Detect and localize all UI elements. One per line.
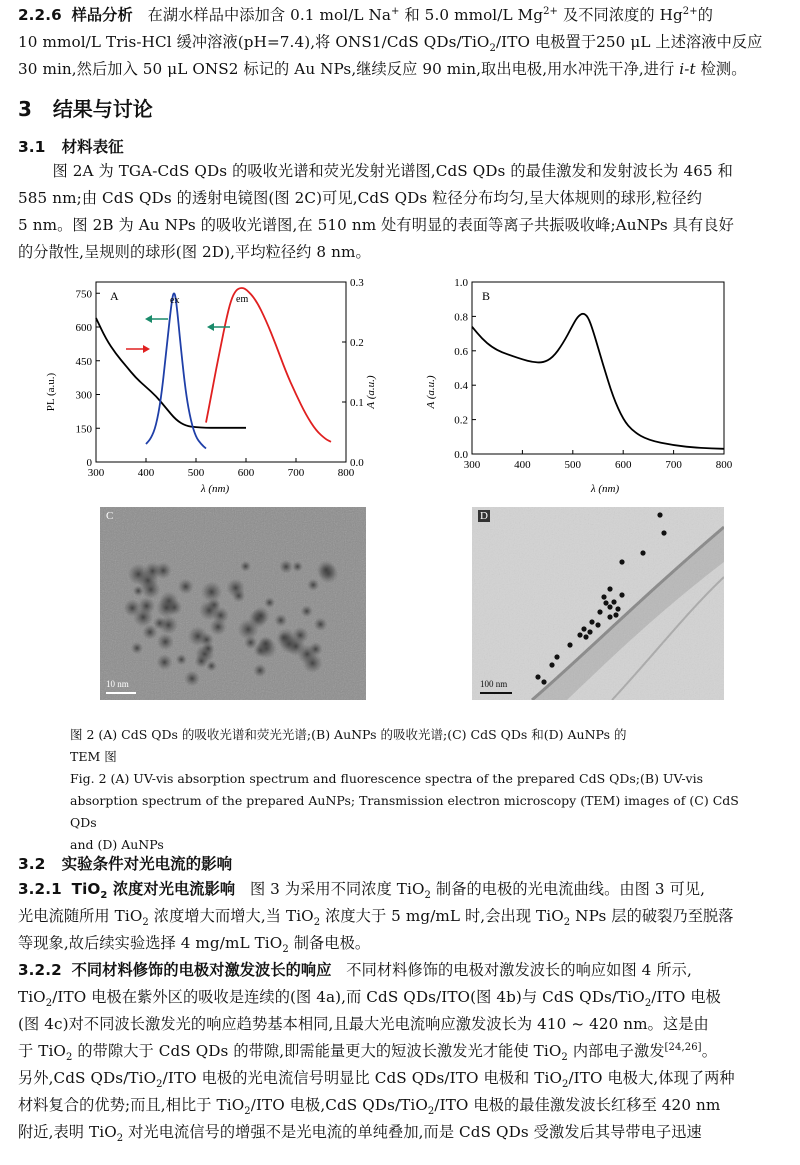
cds-particle (226, 579, 245, 598)
cds-particle (156, 598, 176, 618)
cds-particle (144, 562, 162, 580)
cds-particle (264, 597, 275, 608)
chart-a-ylabel-left: PL (a.u.) (45, 372, 57, 412)
cds-particle (210, 618, 227, 635)
cds-particle (292, 561, 303, 572)
section-3-2-heading: 3.2 实验条件对光电流的影响 (18, 855, 233, 873)
chart-b-xtick-label: 300 (463, 459, 481, 471)
chart-b-xtick-label: 500 (564, 459, 582, 471)
cds-particle (238, 619, 259, 640)
au-nanoparticle (619, 559, 624, 564)
chart-a-ytick-right-label: 0.1 (350, 397, 364, 409)
cds-particle (253, 664, 267, 678)
section-3-1-heading: 3.1 材料表征 (18, 138, 124, 156)
chart-a-xtick-label: 800 (337, 467, 355, 479)
chart-b-ytick-label: 1.0 (454, 277, 468, 289)
cds-particle (240, 561, 251, 572)
au-nanoparticle (657, 512, 662, 517)
au-nanoparticle (541, 679, 546, 684)
chart-a-ytick-right-label: 0.2 (350, 337, 364, 349)
au-nanoparticle (603, 600, 608, 605)
au-nanoparticle (611, 599, 616, 604)
chart-a-ytick-label: 150 (75, 423, 92, 436)
chart-a-xtick-label: 300 (87, 467, 105, 479)
chart-b-xtick-label: 700 (665, 459, 682, 471)
chart-a-ytick-label: 750 (75, 288, 92, 301)
chart-b-ylabel: A (a.u.) (425, 375, 437, 409)
chart-b-xtick-label: 400 (514, 459, 531, 471)
au-nanoparticle (601, 594, 606, 599)
cds-particle (274, 614, 287, 627)
au-nanoparticle (597, 609, 602, 614)
tem-c-panel-label: C (106, 510, 114, 522)
chart-b-xlabel: λ (nm) (590, 483, 620, 495)
chart-a-em-label: em (236, 294, 249, 305)
cds-particle (194, 654, 208, 668)
chart-a-xlabel: λ (nm) (200, 483, 230, 495)
chart-b-series-AuNPs (472, 314, 724, 449)
cds-particle (301, 605, 313, 617)
au-nanoparticle (640, 550, 645, 555)
chart-b-ytick-label: 0.6 (454, 345, 468, 358)
au-nanoparticle (583, 634, 588, 639)
cds-particle (200, 633, 214, 647)
chart-a-ylabel-right: A (a.u.) (365, 375, 377, 409)
cds-particle (131, 642, 143, 654)
tem-d-scale-label: 100 nm (480, 679, 508, 689)
chart-b (420, 272, 760, 497)
caption-zh-line1: 图 2 (A) CdS QDs 的吸收光谱和荧光光谱;(B) AuNPs 的吸收光谱;(C) CdS QDs 和(D) AuNPs 的 (70, 727, 627, 742)
au-nanoparticle (581, 626, 586, 631)
chart-a-arrow-ex (145, 315, 168, 323)
chart-a-ytick-right-label: 0.0 (350, 457, 364, 469)
au-nanoparticle (615, 606, 620, 611)
chart-a-arrow-abs (126, 345, 150, 353)
chart-a-panel-label: A (110, 289, 119, 303)
au-nanoparticle (607, 614, 612, 619)
caption-en-line3: and (D) AuNPs (70, 837, 164, 852)
section-3-heading: 3 结果与讨论 (18, 97, 153, 121)
chart-a-arrow-em (207, 323, 230, 331)
au-nanoparticle (607, 586, 612, 591)
cds-particle (279, 560, 293, 574)
chart-a-xtick-label: 400 (137, 467, 155, 479)
cds-particle (124, 599, 142, 617)
para-3-1: 图 2A 为 TGA-CdS QDs 的吸收光谱和荧光发射光谱图,CdS QDs 的最佳激发和发射波长为 465 和 585 nm;由 CdS QDs 的透射电镜图(图 2C)可见,CdS QDs 粒径分布均匀,呈大体规则的球形,粒径约 5 nm。图 2B 为 Au NPs 的吸收光谱图,在 510 nm 处有明显的表面等离子共振吸收峰;AuNPs 具有良好 的分散性,呈规则的球形(图 2D),平均粒径约 8 nm。 (18, 162, 734, 261)
au-nanoparticle (587, 629, 592, 634)
cds-particle (199, 600, 220, 621)
caption-zh-line2: TEM 图 (70, 749, 117, 764)
au-nanoparticle (589, 619, 594, 624)
au-nanoparticle (567, 642, 572, 647)
chart-a-ytick-label: 300 (75, 389, 92, 402)
caption-en-line1: Fig. 2 (A) UV-vis absorption spectrum and fluorescence spectra of the prepared CdS QDs;(B) UV-vis (70, 771, 704, 786)
au-nanoparticle (613, 612, 618, 617)
cds-particle (178, 579, 194, 595)
chart-a-xtick-label: 700 (287, 467, 305, 479)
chart-b-xtick-label: 800 (715, 459, 733, 471)
au-nanoparticle (549, 662, 554, 667)
chart-a-series-em (206, 288, 331, 442)
cds-particle (309, 642, 323, 656)
cds-particle (184, 671, 200, 687)
cds-particle (258, 636, 274, 652)
au-nanoparticle (619, 592, 624, 597)
cds-particle (307, 579, 319, 591)
figure-caption (70, 724, 740, 856)
au-nanoparticle (554, 654, 559, 659)
au-nanoparticle (607, 604, 612, 609)
cds-particle (133, 585, 144, 596)
cds-particle (286, 637, 306, 657)
para-3-2-2: 3.2.2 不同材料修饰的电极对激发波长的响应 不同材料修饰的电极对激发波长的响应如图 4 所示, TiO$_2$/ITO 电极在紫外区的吸收是连续的(图 4a),而 CdS QDs/ITO(图 4b)与 CdS QDs/TiO$_2$/ITO 电极 (图 4c)对不同波长激发光的响应趋势基本相同,且最大光电流响应激发波长为 410 ~ 420 nm。这是由 于 TiO$_2$ 的带隙大于 CdS QDs 的带隙,即需能量更大的短波长激发光才能使 TiO$_2$ 内部电子激发[24,26]。 另外,CdS QDs/TiO$_2$/ITO 电极的光电流信号明显比 CdS QDs/ITO 电极和 TiO$_2$/ITO 电极大,体现了两种 材料复合的优势;而且,相比于 TiO$_2$/ITO 电极,CdS QDs/TiO$_2$/ITO 电极的最佳激发波长红移至 420 nm 附近,表明 TiO$_2$ 对光电流信号的增强不是光电流的单纯叠加,而是 CdS QDs 受激发后其导带电子迅速 (18, 961, 735, 1145)
chart-b-panel-label: B (482, 289, 491, 303)
cds-particle (159, 615, 178, 634)
chart-a-series-ex (146, 293, 206, 448)
chart-b-ytick-label: 0.4 (454, 380, 468, 393)
cds-particle (156, 654, 172, 670)
chart-b-ytick-label: 0.2 (454, 414, 468, 427)
tem-c-scale-label: 10 nm (106, 679, 129, 689)
tem-d-panel-label: D (480, 510, 488, 522)
cds-particle (157, 633, 174, 650)
chart-b-plot-frame (472, 282, 724, 454)
au-nanoparticle (661, 530, 666, 535)
chart-a-ytick-right-label: 0.3 (350, 277, 364, 289)
cds-particle (176, 654, 187, 665)
au-nanoparticle (595, 622, 600, 627)
chart-a-plot-frame (96, 282, 346, 462)
tem-image-d (472, 507, 724, 700)
cds-particle (303, 653, 323, 673)
au-nanoparticle (577, 632, 582, 637)
para-3-2-1: 3.2.1 TiO$_2$ 浓度对光电流影响 图 3 为采用不同浓度 TiO$_2$ 制备的电极的光电流曲线。由图 3 可见, 光电流随所用 TiO$_2$ 浓度增大而增大,当 TiO$_2$ 浓度大于 5 mg/mL 时,会出现 TiO$_2$ NPs 层的破裂乃至脱落 等现象,故后续实验选择 4 mg/mL TiO$_2$ 制备电极。 (18, 880, 734, 956)
chart-b-ytick-label: 0.8 (454, 311, 468, 324)
cds-particle (201, 581, 222, 602)
chart-a-xtick-label: 600 (237, 467, 255, 479)
au-nanoparticle (535, 674, 540, 679)
chart-a-ytick-label: 0 (86, 457, 92, 469)
cds-particle (317, 560, 336, 579)
chart-b-xtick-label: 600 (614, 459, 632, 471)
chart-a-xtick-label: 500 (187, 467, 205, 479)
chart-a (40, 272, 380, 497)
chart-a-ytick-label: 450 (75, 355, 92, 368)
chart-a-ytick-label: 600 (75, 322, 92, 334)
caption-en-line2: absorption spectrum of the prepared AuNPs; Transmission electron microscopy (TEM) images of (C) CdS QDs (70, 793, 739, 830)
para-2-2-6: 2.2.6 样品分析 在湖水样品中添加含 0.1 mol/L Na+ 和 5.0 mmol/L $Mg^{2+}$ 及不同浓度的 $Hg^{2+}$的 10 mmol/L Tris-HCl 缓冲溶液(pH=7.4),将 ONS1/CdS QDs/TiO$_2$/ITO 电极置于250 μL 上述溶液中反应 30 min,然后加入 50 μL ONS2 标记的 Au NPs,继续反应 90 min,取出电极,用水冲洗干净,进行 i-t 检测。 (18, 5, 763, 78)
chart-a-ex-label: ex (170, 295, 180, 306)
cds-particle (314, 618, 328, 632)
tem-image-c (100, 507, 366, 700)
chart-b-ytick-label: 0.0 (454, 449, 468, 461)
